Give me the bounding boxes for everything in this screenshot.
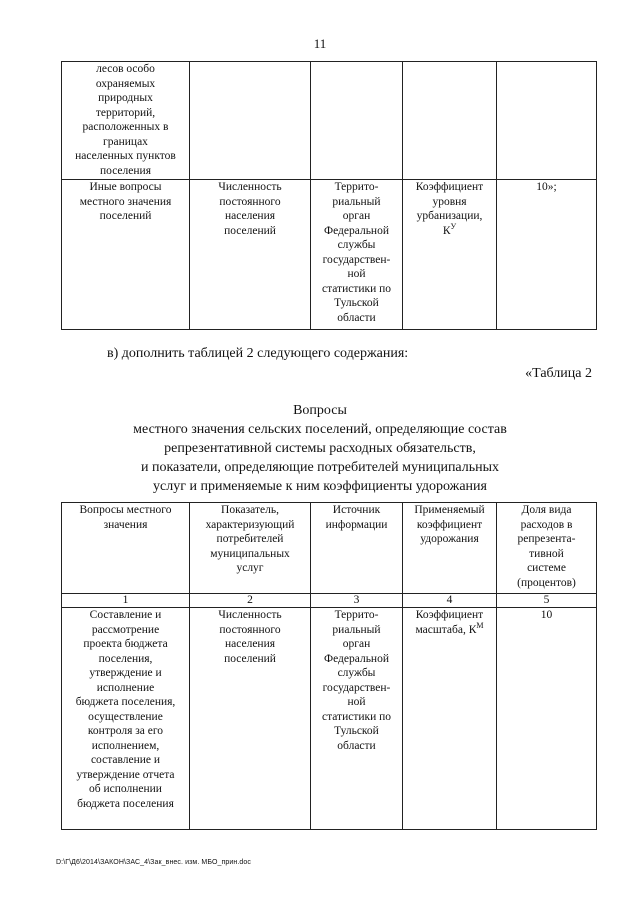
cell-share	[497, 62, 597, 180]
superscript: М	[476, 620, 484, 630]
text-line: муниципальных	[210, 547, 290, 560]
text-line: Составление и	[89, 609, 162, 621]
column-number: 3	[311, 594, 403, 608]
cell-source	[311, 608, 403, 830]
text-line: составление и	[90, 754, 161, 766]
cell-share	[497, 608, 597, 830]
header-share	[497, 503, 597, 594]
header-indicator	[190, 503, 311, 594]
cell-question	[62, 180, 190, 330]
text-line: Показатель,	[221, 504, 279, 516]
column-number: 4	[403, 594, 497, 608]
cell-indicator	[190, 608, 311, 830]
text-line: службы	[337, 239, 376, 251]
column-number: 2	[190, 594, 311, 608]
text-line: лесов особо	[96, 63, 155, 75]
text-line: услуг и применяемые к ним коэффициенты удорожания	[153, 479, 487, 494]
cell-source	[311, 180, 403, 330]
cell-coefficient	[403, 62, 497, 180]
text-line: системе	[527, 562, 566, 574]
text-line: расположенных в	[82, 121, 169, 133]
text-line: границах	[103, 135, 148, 148]
cell-coefficient	[403, 608, 497, 830]
text-line: значения	[103, 518, 148, 531]
text-line: утверждение отчета	[76, 768, 175, 781]
text-line: исполнением,	[91, 739, 160, 752]
text-line: информации	[325, 518, 388, 531]
text-line: Численность	[218, 609, 282, 621]
text-line: поселения,	[98, 652, 153, 665]
text-line: постоянного	[219, 195, 281, 208]
text-line: потребителей	[216, 533, 284, 545]
text-line: населения	[224, 210, 276, 222]
table-row	[62, 180, 597, 330]
text-line: удорожания	[420, 533, 479, 545]
text-line: ной	[347, 696, 366, 708]
text-line: Численность	[218, 181, 282, 193]
text-line: Тульской	[334, 725, 379, 737]
text-line: поселений	[224, 224, 276, 237]
text-line: природных	[98, 92, 153, 104]
text-line: коэффициент	[416, 518, 483, 531]
text-line: бюджета поселения	[77, 797, 174, 810]
table-header-row	[62, 503, 597, 594]
text-line: области	[337, 739, 376, 752]
text-line: поселений	[99, 210, 152, 222]
table-continuation	[61, 61, 597, 330]
text-line: Коэффициент	[415, 609, 484, 621]
text-line: Вопросы местного	[79, 504, 172, 516]
cell-share	[497, 180, 597, 330]
text-line: Коэффициент	[415, 181, 484, 193]
text-line: исполнение	[96, 681, 155, 694]
text-line: государствен-	[322, 253, 391, 266]
text-line: местного значения	[79, 195, 172, 208]
text-line: (процентов)	[517, 576, 576, 589]
text-line: орган	[342, 210, 371, 222]
text-line: статистики по	[321, 710, 392, 723]
table-row	[62, 62, 597, 180]
header-source	[311, 503, 403, 594]
text-line: статистики по	[321, 282, 392, 295]
column-number: 1	[62, 594, 190, 608]
text-line: постоянного	[219, 623, 281, 636]
text-line: репрезентативной системы расходных обязательств,	[164, 441, 476, 456]
text-line: службы	[337, 667, 376, 679]
table-2	[61, 502, 597, 830]
text-line: местного значения сельских поселений, определяющие состав	[133, 422, 507, 437]
text-line: и показатели, определяющие потребителей муниципальных	[140, 460, 500, 475]
text-line: орган	[342, 638, 371, 650]
superscript: У	[450, 221, 457, 231]
text-line: области	[337, 311, 376, 324]
text-line: утверждение и	[89, 667, 162, 679]
text-line: 10»;	[536, 181, 557, 193]
header-question	[62, 503, 190, 594]
text-line: Источник	[332, 504, 381, 516]
text-line: 10	[540, 609, 553, 621]
text-line: урбанизации,	[416, 210, 483, 222]
table-title	[0, 401, 640, 496]
column-number: 5	[497, 594, 597, 608]
text-line: $К^У$	[442, 221, 457, 237]
text-line: территорий,	[95, 106, 156, 119]
column-number-row	[62, 594, 597, 608]
text-line: населения	[224, 638, 276, 650]
text-line: ной	[347, 268, 366, 280]
text-line: Иные вопросы	[89, 181, 162, 193]
cell-question	[62, 62, 190, 180]
text-line: услуг	[236, 562, 264, 574]
text-line: Федеральной	[324, 224, 389, 237]
text-line: Тульской	[334, 297, 379, 309]
text-line: бюджета поселения,	[75, 696, 176, 708]
text-line: Террито-	[334, 181, 379, 193]
text-line: риальный	[332, 623, 381, 636]
text-line: тивной	[529, 547, 564, 560]
cell-indicator	[190, 62, 311, 180]
text-line: уровня	[432, 195, 467, 208]
text-line: риальный	[332, 195, 381, 208]
text-line: характеризующий	[205, 518, 295, 531]
text-line: Террито-	[334, 609, 379, 621]
text-line: осуществление	[88, 710, 163, 723]
amendment-text: в) дополнить таблицей 2 следующего содержания:	[107, 346, 409, 361]
text-line: Доля вида	[521, 504, 572, 516]
cell-indicator	[190, 180, 311, 330]
cell-source	[311, 62, 403, 180]
text-line: поселений	[224, 652, 276, 665]
text-line: проекта бюджета	[83, 638, 168, 650]
page-number: 11	[313, 36, 327, 51]
text-line: охраняемых	[95, 77, 156, 90]
file-path-footer: D:\Г\Д6\2014\ЗАКОН\ЗАС_4\Зак_внес. изм. МБО_прин.doc	[56, 859, 251, 866]
text-line: населенных пунктов	[75, 150, 176, 162]
table-caption: «Таблица 2	[525, 366, 592, 381]
text-line: рассмотрение	[91, 623, 160, 636]
cell-question	[62, 608, 190, 830]
text-line: Вопросы	[293, 403, 347, 418]
text-line: Федеральной	[324, 652, 389, 665]
text-line: расходов в	[520, 518, 573, 531]
text-line: об исполнении	[89, 783, 162, 795]
header-coefficient	[403, 503, 497, 594]
text-line: поселения	[100, 164, 151, 177]
text-line: контроля за его	[87, 725, 164, 737]
text-line: репрезента-	[517, 533, 576, 545]
text-line: Применяемый	[414, 504, 485, 516]
text-line: масштаба, $К^М$	[415, 620, 484, 636]
text-line: государствен-	[322, 681, 391, 694]
cell-coefficient	[403, 180, 497, 330]
table-row	[62, 608, 597, 830]
